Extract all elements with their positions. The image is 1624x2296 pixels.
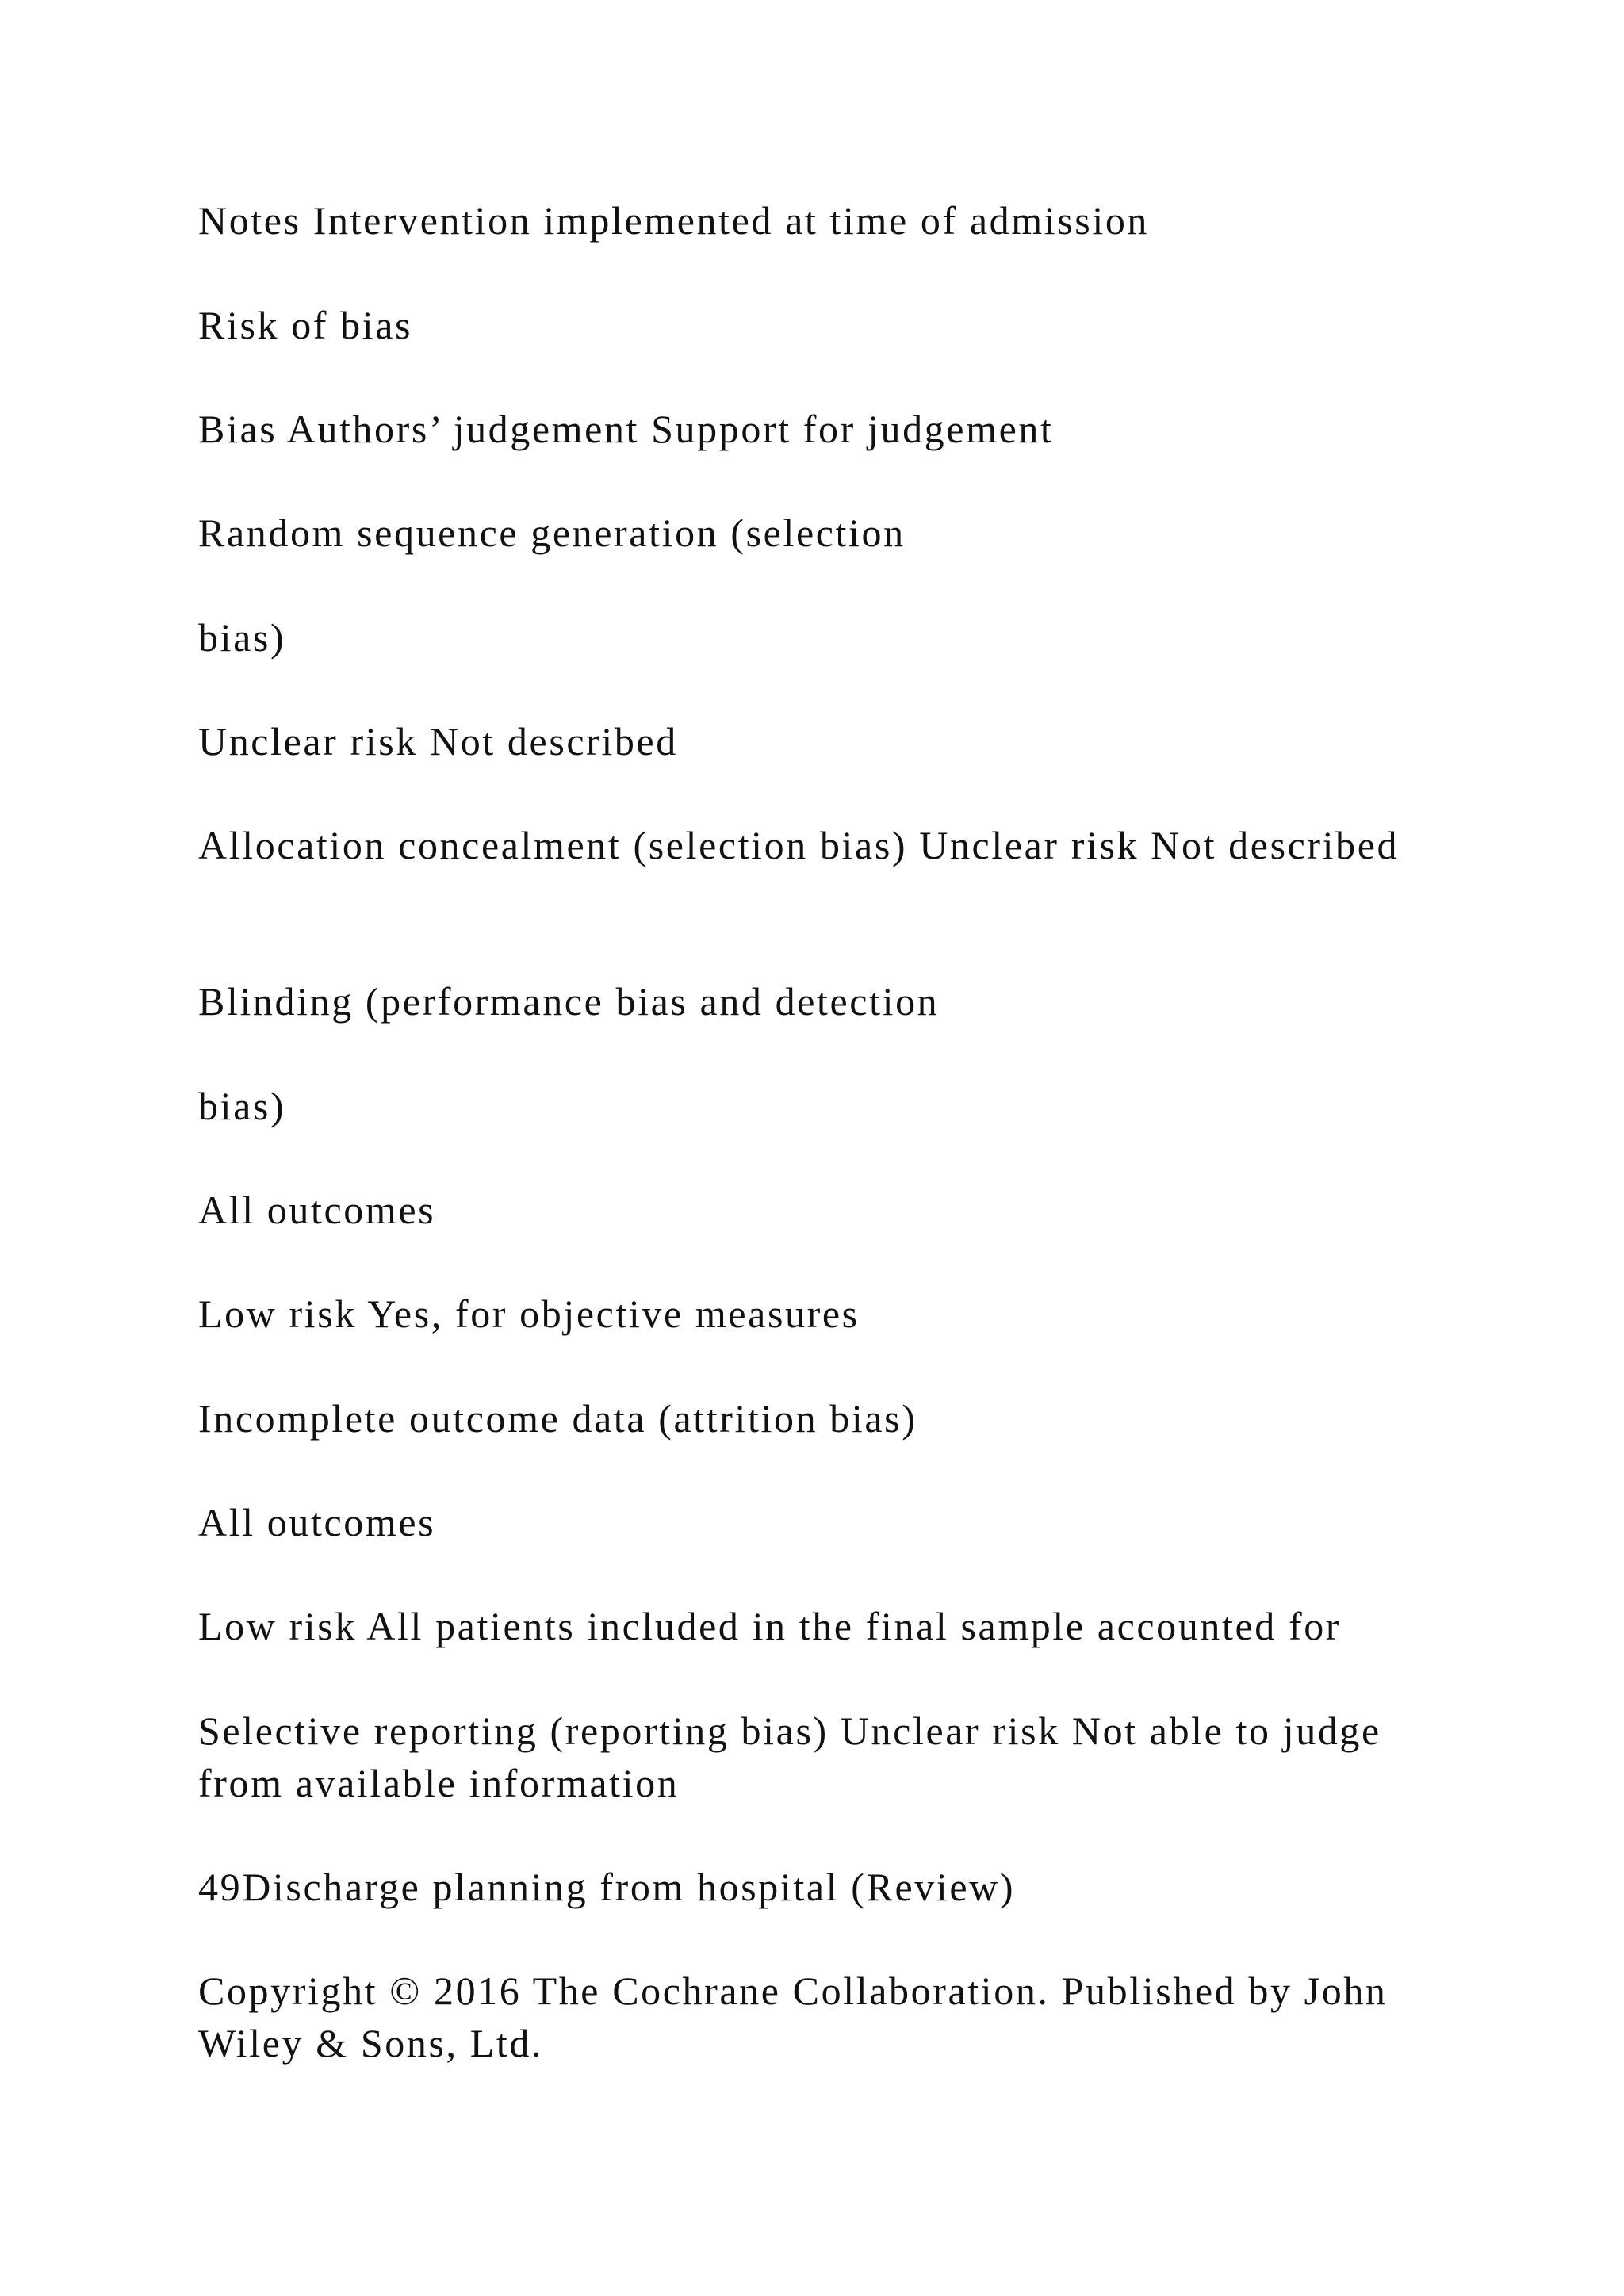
allocation-concealment-row: Allocation concealment (selection bias) Unclear risk Not described	[198, 823, 1400, 867]
blinding-label: Blinding (performance bias and detection	[198, 979, 940, 1024]
notes-paragraph: Notes Intervention implemented at time of admission	[198, 198, 1150, 243]
selective-reporting-row: Selective reporting (reporting bias) Unclear risk Not able to judge from available information	[198, 1709, 1381, 1805]
blinding-label-cont: bias)	[198, 1084, 286, 1128]
blinding-judgement: Low risk Yes, for objective measures	[198, 1292, 860, 1336]
blinding-outcomes-label: All outcomes	[198, 1188, 436, 1232]
table-header-row: Bias Authors’ judgement Support for judgement	[198, 407, 1054, 451]
random-sequence-label: Random sequence generation (selection	[198, 511, 906, 555]
incomplete-outcome-judgement: Low risk All patients included in the final sample accounted for	[198, 1604, 1342, 1648]
random-sequence-judgement: Unclear risk Not described	[198, 719, 678, 763]
copyright-notice: Copyright © 2016 The Cochrane Collaboration. Published by John Wiley & Sons, Ltd.	[198, 1969, 1388, 2065]
incomplete-outcomes-label: All outcomes	[198, 1500, 436, 1544]
risk-of-bias-heading: Risk of bias	[198, 303, 413, 347]
random-sequence-label-cont: bias)	[198, 615, 286, 660]
page-footer-title: 49Discharge planning from hospital (Review)	[198, 1865, 1016, 1909]
incomplete-outcome-label: Incomplete outcome data (attrition bias)	[198, 1396, 917, 1441]
